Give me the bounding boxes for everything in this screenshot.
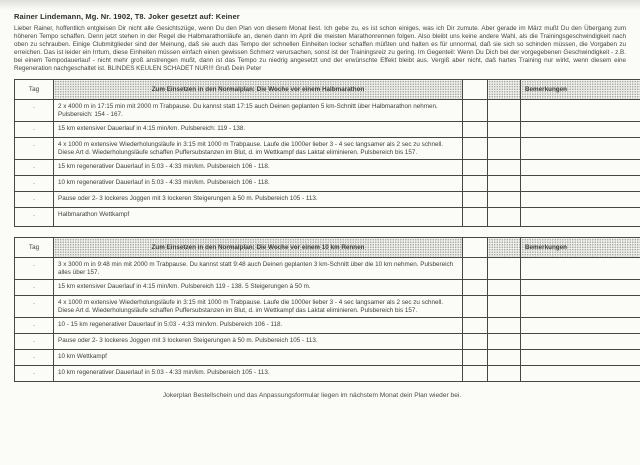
remarks-cell — [521, 100, 640, 122]
workout-cell: 15 km extensiver Dauerlauf in 4:15 min/km. Pulsbereich 119 - 138. 5 Steigerungen à 50 m. — [54, 280, 463, 296]
table-row — [15, 366, 640, 382]
day-cell: . — [15, 318, 54, 334]
workout-cell: 10 km regenerativer Dauerlauf in 5:03 - 4:33 min/km. Pulsbereich 105 - 113. — [54, 366, 463, 382]
table-row — [15, 122, 640, 138]
empty-cell — [488, 318, 521, 334]
empty-cell — [488, 160, 521, 176]
empty-cell — [488, 280, 521, 296]
workout-cell: 3 x 3000 m in 9:48 min mit 2000 m Trabpause. Du kannst statt 9:48 auch Deinen geplanten 3 km-Schnitt über die 10 km nehmen. Pulsbereich alles über 157. — [54, 258, 463, 280]
empty-cell — [463, 334, 488, 350]
empty-cell — [463, 100, 488, 122]
day-cell: . — [15, 208, 54, 227]
remarks-cell — [521, 334, 640, 350]
day-cell: . — [15, 160, 54, 176]
table-row — [15, 350, 640, 366]
day-cell: . — [15, 138, 54, 160]
remarks-cell — [521, 176, 640, 192]
day-cell: . — [15, 296, 54, 318]
training-table-10km — [14, 237, 640, 382]
empty-cell — [488, 100, 521, 122]
col-header-tag: Tag — [15, 238, 54, 258]
remarks-cell — [521, 138, 640, 160]
day-cell: . — [15, 258, 54, 280]
col-header-tag: Tag — [15, 80, 54, 100]
empty-cell — [463, 318, 488, 334]
remarks-cell — [521, 366, 640, 382]
empty-cell — [463, 122, 488, 138]
day-cell: . — [15, 280, 54, 296]
training-table-halbmarathon — [14, 79, 640, 227]
empty-cell — [488, 296, 521, 318]
day-cell: . — [15, 366, 54, 382]
workout-cell: 10 km Wettkampf — [54, 350, 463, 366]
table-row — [15, 280, 640, 296]
table-row — [15, 176, 640, 192]
document-title: Rainer Lindemann, Mg. Nr. 1902, T8. Joker gesetzt auf: Keiner — [14, 12, 240, 21]
empty-cell — [488, 192, 521, 208]
table-row — [15, 208, 640, 227]
table-title: Zum Einsetzen in den Normalplan: Die Woche vor einem 10 km Rennen — [54, 238, 463, 258]
day-cell: . — [15, 350, 54, 366]
empty-cell — [488, 122, 521, 138]
workout-cell: 10 - 15 km regenerativer Dauerlauf in 5:03 - 4:33 min/km. Pulsbereich 106 - 118. — [54, 318, 463, 334]
table-row — [15, 192, 640, 208]
empty-cell — [463, 280, 488, 296]
intro-paragraph: Lieber Rainer, hoffentlich entgleisen Dir nicht alle Gesichtszüge, wenn Du den Plan von diesem Monat liest. Ich gebe zu, es ist schon einiges, was ich Dir zumute. Aber gerade im März mußt Du den Übergang zum höheren Tempo schaffen. Denn jetzt stehen in der Regel die Halbmarathonläufe an, denen dann im April die meisten Marathonrennen folgen. Also bleibt uns keine andere Wahl, als die Trainingsgeschwindigkeit nach oben zu schrauben. Einige Clubmitglieder sind der Meinung, daß sie auch das Tempo der schnellen Einheiten locker schaffen müßten und halten es für unnormal, daß sie sich so schinden müssen, die Vorgaben zu erreichen. Das ist leider ein Irrtum, diese Einheiten müssen einfach einen gewissen Schmerz verursachen, sonst ist der Trainingsreiz zu gering. Im Gegenteil: Wenn Du Dich bei der vorgegebenen Geschwindigkeit - z.B. bei einem Tempodauerlauf - nicht mehr groß anstrengen mußt, dann ist das Tempo zu niedrig angesetzt und der erwünschte Effekt bleibt aus. Vergiß aber nicht, daß hartes Training nur wirkt, wenn diesem eine Regeneration nachgeschaltet ist. BLINDES KEULEN SCHADET NUR!!! Gruß Dein Peter — [14, 25, 626, 72]
table-header-row — [15, 80, 640, 100]
remarks-cell — [521, 318, 640, 334]
empty-cell — [463, 296, 488, 318]
empty-cell — [488, 238, 521, 258]
workout-cell: 4 x 1000 m extensive Wiederholungsläufe in 3:15 mit 1000 m Trabpause. Laufe die 1000er lieber 3 - 4 sec langsamer als 2 sec zu schnell. Diese Art d. Wiederholungsläufe schaffen Puffersubstanzen im Blut, d. im Wettkampf das Laktat eliminieren. Pulsbereich bis 157. — [54, 138, 463, 160]
table-row — [15, 160, 640, 176]
workout-cell: 4 x 1000 m extensive Wiederholungsläufe in 3:15 mit 1000 m Trabpause. Laufe die 1000er lieber 3 - 4 sec langsamer als 2 sec zu schnell. Diese Art d. Wiederholungsläufe schaffen Puffersubstanzen im Blut, d. im Wettkampf das Laktat eliminieren. Pulsbereich bis 157. — [54, 296, 463, 318]
empty-cell — [463, 176, 488, 192]
workout-cell: 15 km regenerativer Dauerlauf in 5:03 - 4:33 min/km. Pulsbereich 106 - 118. — [54, 160, 463, 176]
empty-cell — [463, 192, 488, 208]
workout-cell: 2 x 4000 m in 17:15 min mit 2000 m Trabpause. Du kannst statt 17:15 auch Deinen geplanten 5 km-Schnitt über Halbmarathon nehmen. Pulsbereich: 154 - 167. — [54, 100, 463, 122]
empty-cell — [488, 208, 521, 227]
table-row — [15, 334, 640, 350]
empty-cell — [488, 176, 521, 192]
table-title: Zum Einsetzen in den Normalplan: Die Woche vor einem Halbmarathon — [54, 80, 463, 100]
remarks-cell — [521, 122, 640, 138]
day-cell: . — [15, 122, 54, 138]
empty-cell — [463, 366, 488, 382]
remarks-cell — [521, 350, 640, 366]
empty-cell — [463, 238, 488, 258]
empty-cell — [463, 160, 488, 176]
empty-cell — [488, 258, 521, 280]
day-cell: . — [15, 192, 54, 208]
col-header-remarks: Bemerkungen — [521, 80, 640, 100]
empty-cell — [488, 80, 521, 100]
workout-cell: 15 km extensiver Dauerlauf in 4:15 min/km. Pulsbereich: 119 - 138. — [54, 122, 463, 138]
table-row — [15, 296, 640, 318]
empty-cell — [463, 258, 488, 280]
workout-cell: Pause oder 2- 3 lockeres Joggen mit 3 lockeren Steigerungen à 50 m. Pulsbereich 105 - 113. — [54, 334, 463, 350]
day-cell: . — [15, 176, 54, 192]
col-header-remarks: Bemerkungen — [521, 238, 640, 258]
empty-cell — [488, 138, 521, 160]
empty-cell — [488, 366, 521, 382]
remarks-cell — [521, 192, 640, 208]
empty-cell — [463, 208, 488, 227]
remarks-cell — [521, 208, 640, 227]
remarks-cell — [521, 258, 640, 280]
remarks-cell — [521, 280, 640, 296]
table-row — [15, 258, 640, 280]
workout-cell: 10 km regenerativer Dauerlauf in 5:03 - 4:33 min/km. Pulsbereich 106 - 118. — [54, 176, 463, 192]
table-row — [15, 318, 640, 334]
workout-cell: Pause oder 2- 3 lockeres Joggen mit 3 lockeren Steigerungen à 50 m. Pulsbereich 105 - 113. — [54, 192, 463, 208]
day-cell: . — [15, 100, 54, 122]
table-header-row — [15, 238, 640, 258]
empty-cell — [463, 350, 488, 366]
footer-note: Jokerplan Bestellschein und das Anpassungsformular liegen im nächstem Monat dein Plan wieder bei. — [162, 392, 462, 399]
day-cell: . — [15, 334, 54, 350]
remarks-cell — [521, 160, 640, 176]
table-row — [15, 138, 640, 160]
empty-cell — [488, 334, 521, 350]
empty-cell — [463, 80, 488, 100]
table-row — [15, 100, 640, 122]
empty-cell — [488, 350, 521, 366]
empty-cell — [463, 138, 488, 160]
workout-cell: Halbmarathon Wettkampf — [54, 208, 463, 227]
remarks-cell — [521, 296, 640, 318]
